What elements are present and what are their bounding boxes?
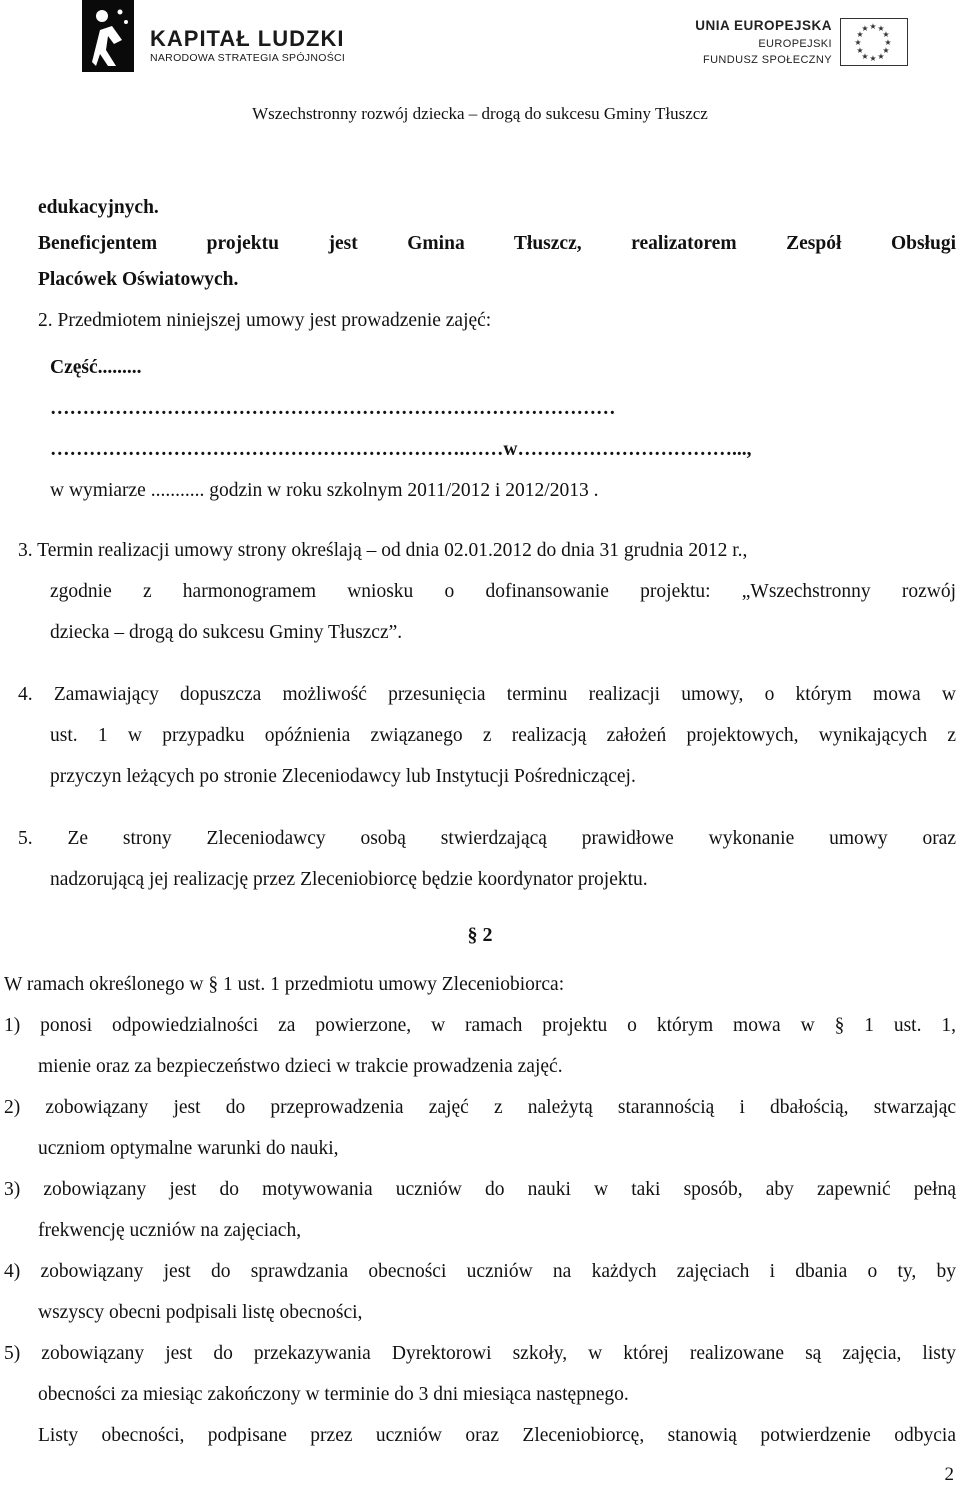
text-line: dziecka – drogą do sukcesu Gminy Tłuszcz”.: [50, 622, 403, 643]
svg-text:★: ★: [877, 52, 885, 61]
list-item: 1) ponosi odpowiedzialności za powierzone, w ramach projektu o którym mowa w § 1 ust. 1,: [4, 1015, 956, 1036]
svg-text:★: ★: [869, 22, 877, 31]
eu-logo-line2: EUROPEJSKI: [758, 38, 832, 50]
logo-subtitle: NARODOWA STRATEGIA SPÓJNOŚCI: [150, 52, 346, 64]
dotted-line: ……………………………………………………….……w……………………………...,: [50, 439, 752, 460]
eu-logo-line3: FUNDUSZ SPOŁECZNY: [702, 54, 832, 66]
dotted-line: ……………………………………………………………………………: [50, 398, 616, 419]
text-line: nadzorującą jej realizację przez Zleceniobiorcę będzie koordynator projektu.: [50, 869, 648, 890]
logo-title: KAPITAŁ LUDZKI: [150, 26, 345, 51]
kapital-ludzki-emblem-icon: [82, 0, 134, 72]
svg-text:★: ★: [861, 24, 869, 33]
svg-text:★: ★: [882, 46, 890, 55]
list-item: 5) zobowiązany jest do przekazywania Dyrektorowi szkoły, w której realizowane są zajęcia, listy: [4, 1343, 956, 1364]
list-item: 4) zobowiązany jest do sprawdzania obecności uczniów na każdych zajęciach i dbania o ty, by: [4, 1261, 956, 1282]
svg-text:★: ★: [869, 54, 877, 63]
text-line: Placówek Oświatowych.: [38, 269, 239, 290]
list-item-continuation: uczniom optymalne warunki do nauki,: [38, 1138, 339, 1159]
svg-text:★: ★: [861, 52, 869, 61]
kapital-ludzki-logo: [82, 0, 382, 80]
text-line: W ramach określonego w § 1 ust. 1 przedmiotu umowy Zleceniobiorca:: [4, 974, 565, 995]
text-line: ust. 1 w przypadku opóźnienia związanego z realizacją założeń projektowych, wynikających z: [50, 725, 956, 746]
text-line: przyczyn leżących po stronie Zleceniodawcy lub Instytucji Pośredniczącej.: [50, 766, 636, 787]
text-line: zgodnie z harmonogramem wniosku o dofinansowanie projektu: „Wszechstronny rozwój: [50, 581, 956, 602]
svg-text:★: ★: [856, 46, 864, 55]
text-line: Beneficjentem projektu jest Gmina Tłuszcz, realizatorem Zespół Obsługi: [38, 233, 956, 254]
text-line: 4. Zamawiający dopuszcza możliwość przesunięcia terminu realizacji umowy, o którym mowa w: [18, 684, 956, 705]
text-line: Część.........: [50, 357, 142, 378]
eu-logo: [690, 18, 910, 78]
page-number: 2: [944, 1464, 954, 1485]
text-line: Listy obecności, podpisane przez uczniów oraz Zleceniobiorcę, stanowią potwierdzenie odbycia: [38, 1425, 956, 1446]
list-item-continuation: wszyscy obecni podpisali listę obecności,: [38, 1302, 363, 1323]
text-line: 5. Ze strony Zleceniodawcy osobą stwierdzającą prawidłowe wykonanie umowy oraz: [18, 828, 956, 849]
svg-text:★: ★: [854, 38, 862, 47]
svg-text:★: ★: [882, 30, 890, 39]
list-item-continuation: mienie oraz za bezpieczeństwo dzieci w trakcie prowadzenia zajęć.: [38, 1056, 563, 1077]
text-line: 2. Przedmiotem niniejszej umowy jest prowadzenie zajęć:: [38, 310, 492, 331]
text-line: edukacyjnych.: [38, 197, 159, 218]
project-title: Wszechstronny rozwój dziecka – drogą do sukcesu Gminy Tłuszcz: [252, 104, 708, 123]
list-item-continuation: frekwencję uczniów na zajęciach,: [38, 1220, 302, 1241]
text-line: 3. Termin realizacji umowy strony określają – od dnia 02.01.2012 do dnia 31 grudnia 2012 r.,: [18, 540, 748, 561]
list-item-continuation: obecności za miesiąc zakończony w terminie do 3 dni miesiąca następnego.: [38, 1384, 629, 1405]
list-item: 2) zobowiązany jest do przeprowadzenia zajęć z należytą starannością i dbałością, stwarzając: [4, 1097, 956, 1118]
section-heading: § 2: [467, 924, 493, 946]
eu-logo-line1: UNIA EUROPEJSKA: [695, 18, 832, 33]
svg-text:★: ★: [856, 30, 864, 39]
eu-flag-icon: [840, 18, 908, 66]
svg-text:★: ★: [877, 24, 885, 33]
text-line: w wymiarze ........... godzin w roku szkolnym 2011/2012 i 2012/2013 .: [50, 480, 599, 501]
svg-text:★: ★: [884, 38, 892, 47]
list-item: 3) zobowiązany jest do motywowania uczniów do nauki w taki sposób, aby zapewnić pełną: [4, 1179, 956, 1200]
